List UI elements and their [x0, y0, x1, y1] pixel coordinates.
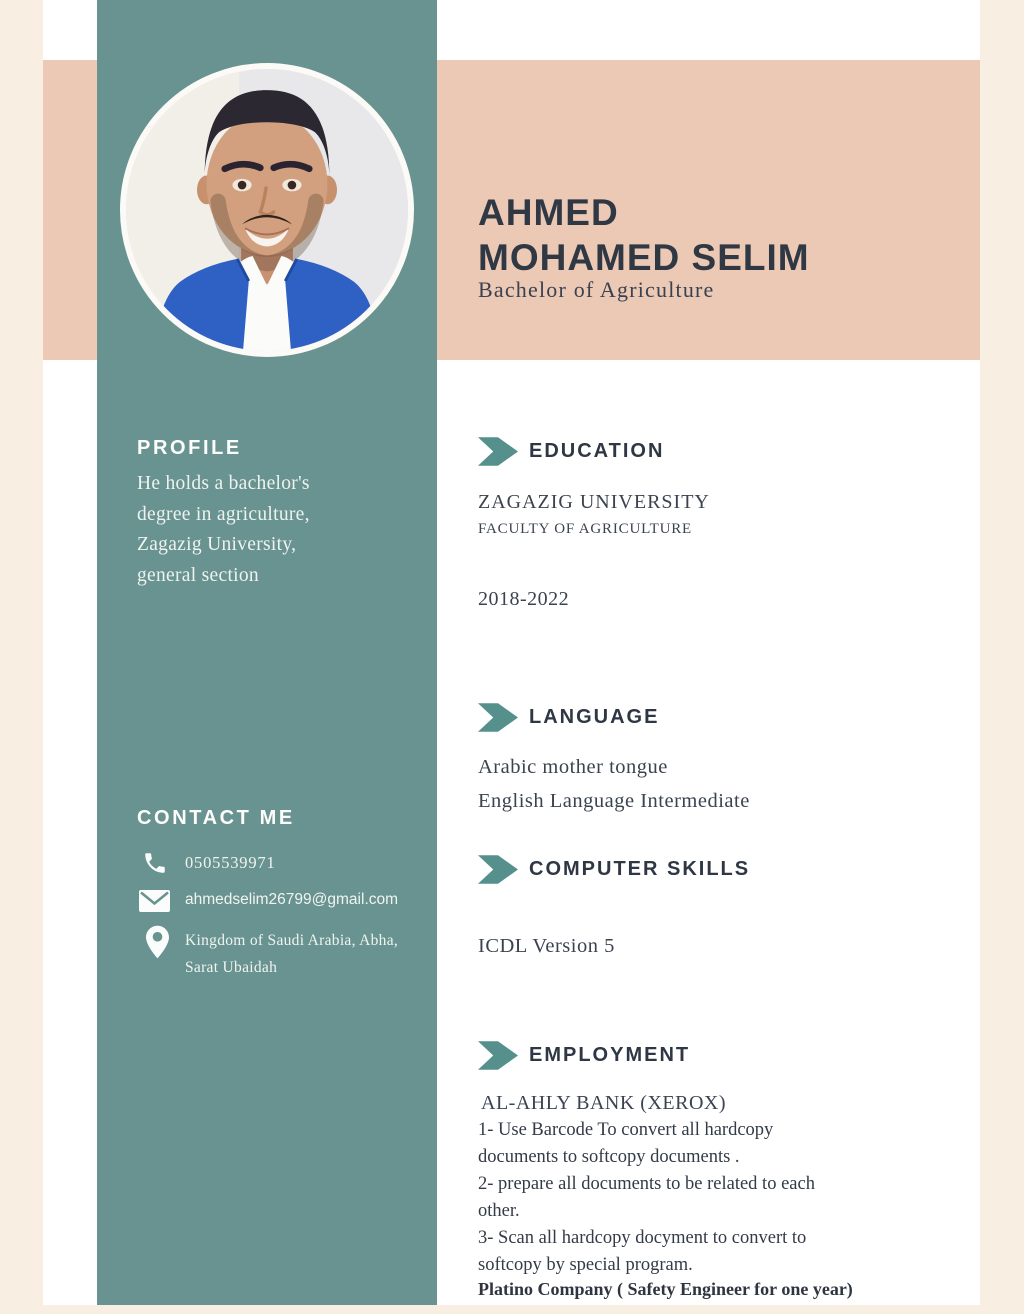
- computer-skills-header: [478, 855, 750, 884]
- profile-summary-line: He holds a bachelor's: [137, 473, 310, 494]
- profile-summary: [137, 469, 310, 591]
- profile-summary-line: Zagazig University,: [137, 534, 297, 555]
- employment-highlight: Platino Company ( Safety Engineer for one year): [478, 1279, 853, 1299]
- education-school: ZAGAZIG UNIVERSITY: [478, 491, 710, 513]
- address-line: Sarat Ubaidah: [185, 959, 278, 976]
- education-title: EDUCATION: [529, 440, 665, 462]
- employment-title: EMPLOYMENT: [529, 1044, 691, 1066]
- contact-section-title: CONTACT ME: [137, 807, 295, 829]
- duty-line: 3- Scan all hardcopy docyment to convert to: [478, 1228, 807, 1248]
- location-pin-icon: [146, 925, 169, 959]
- address-line: Kingdom of Saudi Arabia, Abha,: [185, 932, 399, 949]
- profile-summary-line: degree in agriculture,: [137, 503, 310, 525]
- language-list: [478, 751, 750, 818]
- employment-duties: [478, 1117, 815, 1279]
- chevron-arrow-icon: [478, 855, 518, 884]
- language-item: Arabic mother tongue: [478, 756, 668, 778]
- duty-line: 1- Use Barcode To convert all hardcopy: [478, 1120, 774, 1140]
- email-icon: [138, 889, 171, 913]
- candidate-name-line2: MOHAMED SELIM: [478, 237, 810, 278]
- computer-skill-item: ICDL Version 5: [478, 935, 615, 957]
- email-address: ahmedselim26799@gmail.com: [185, 891, 399, 908]
- duty-line: softcopy by special program.: [478, 1255, 693, 1275]
- employer-name: AL-AHLY BANK (XEROX): [481, 1092, 726, 1114]
- chevron-arrow-icon: [478, 1041, 518, 1070]
- duty-line: other.: [478, 1201, 520, 1221]
- chevron-arrow-icon: [478, 703, 518, 732]
- language-header: [478, 703, 659, 732]
- main-column: [437, 0, 980, 1305]
- duty-line: documents to softcopy documents .: [478, 1147, 740, 1167]
- phone-number: 0505539971: [185, 853, 276, 872]
- phone-icon: [142, 850, 168, 876]
- education-header: [478, 437, 664, 466]
- education-faculty: FACULTY OF AGRICULTURE: [478, 521, 693, 537]
- address: [185, 927, 398, 981]
- candidate-name: [478, 190, 810, 280]
- language-item: English Language Intermediate: [478, 789, 750, 812]
- employment-header: [478, 1041, 690, 1070]
- profile-summary-line: general section: [137, 564, 259, 586]
- profile-section-title: PROFILE: [137, 437, 242, 459]
- chevron-arrow-icon: [478, 437, 518, 466]
- profile-photo: [120, 63, 414, 357]
- candidate-degree: Bachelor of Agriculture: [478, 277, 715, 302]
- education-years: 2018-2022: [478, 588, 570, 610]
- computer-skills-title: COMPUTER SKILLS: [529, 858, 751, 880]
- language-title: LANGUAGE: [529, 706, 660, 728]
- candidate-name-line1: AHMED: [478, 192, 619, 233]
- sidebar: [97, 0, 437, 1305]
- duty-line: 2- prepare all documents to be related to each: [478, 1174, 815, 1194]
- portrait-illustration: [126, 69, 408, 351]
